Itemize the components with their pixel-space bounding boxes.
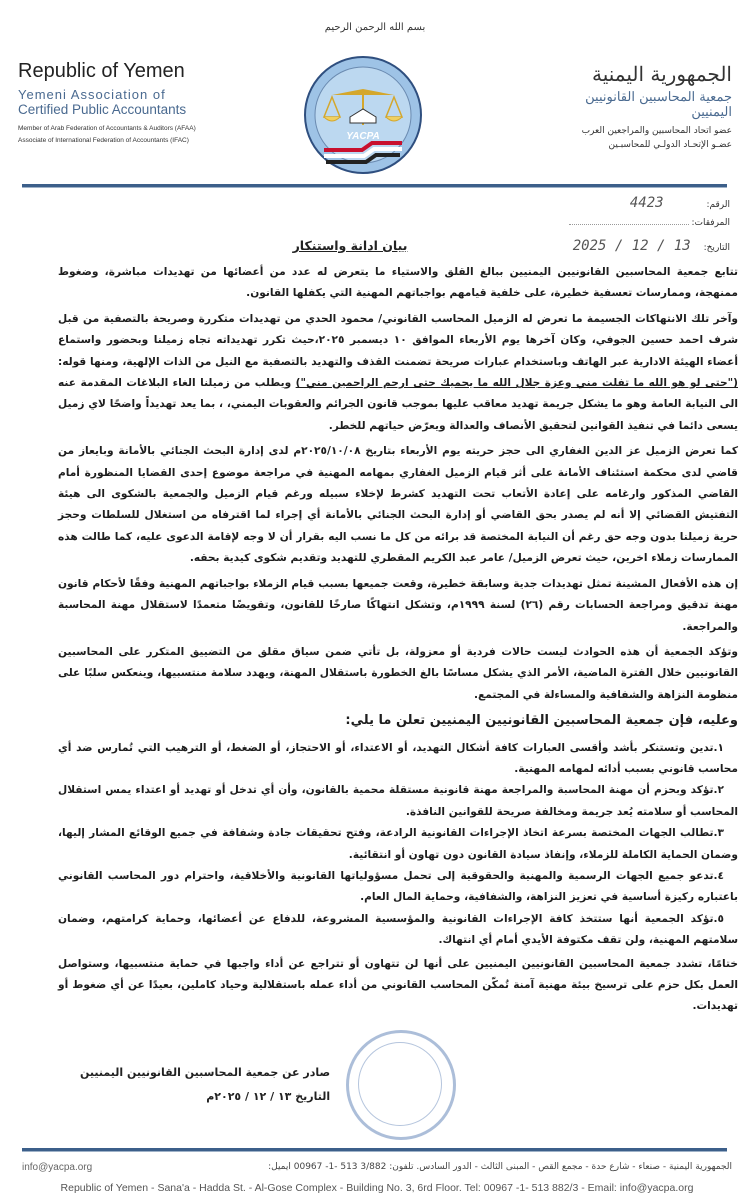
en-country: Republic of Yemen <box>18 60 185 82</box>
footer-arabic <box>22 1162 732 1176</box>
official-stamp <box>346 1030 456 1140</box>
reference-number <box>630 195 730 211</box>
date-label: التاريخ: <box>703 243 730 253</box>
footer-ar-address: الجمهورية اليمنية - صنعاء - شارع حدة - مجمع القص - المبنى الثالث - الدور السادس. تلفون: 3/882 513 -1- 00967 ايميل: <box>268 1161 732 1172</box>
footer-divider <box>22 1148 727 1152</box>
paragraph-2-text-end: ويطلب من زميلنا الغاء البلاغات المقدمة عنه الى النيابة العامة وهو ما يشكل جريمة تهديد معاقب عليها بموجب قانون الجرائم والعقوبات اليمني، ، بما يعد تهديداً واضحًا لاي زميل يسعى دائما في تنفيذ القوانين لتحقيق الأنصاف والعدالة ويعرّض حياتهم للخطر. <box>58 377 738 432</box>
english-letterhead <box>18 60 258 147</box>
en-org-line2: Certified Public Accountants <box>18 102 187 117</box>
paragraph-1: تتابع جمعية المحاسبين القانونيين اليمنيين ببالغ القلق والاستياء ما يتعرض له عدد من أعضائها من تهديدات مباشرة، وضغوط ممنهجة، وممارسات تعسفية خطيرة، على خلفية قيامهم بواجباتهم المهنية التي يكفلها القانون. <box>58 266 738 300</box>
closing-paragraph: ختامًا، تشدد جمعية المحاسبين القانونيين اليمنيين على أنها لن تتهاون أو تتراجع عن أداء واجبها في حماية منتسبيها، وستواصل العمل بكل حزم على ترسيخ بيئة مهنية آمنة تُمكّن المحاسب القانوني من أداء عمله باستقلالية وحياد كاملين، بعيدًا عن أي ضغوط أو تهديدات. <box>58 957 738 1013</box>
footer-email-link[interactable]: info@yacpa.org <box>22 1161 93 1173</box>
attachments <box>569 218 730 228</box>
declaration-heading: وعليه، فإن جمعية المحاسبين القانونيين اليمنيين تعلن ما يلي: <box>345 713 738 729</box>
quoted-threat: ("حتى لو هو الله ما تفلت مني وعزة جلال الله ما يحميك حتى ارحم الراحمين مني") <box>295 377 738 390</box>
footer-english-address: Republic of Yemen - Sana'a - Hadda St. - Al-Gose Complex - Building No. 3, 6rd Floor. Tel: 00967 -1- 513 882/3 - Email: info@yacpa.org <box>60 1181 694 1194</box>
document-body <box>58 262 738 1018</box>
paragraph-3: كما تعرض الزميل عز الدين الغفاري الى حجز حريته يوم الأربعاء بتاريخ ٢٠٢٥/١٠/٠٨م لدى إدارة البحث الجنائي بالأمانة وبايعاز من قاضي لدى محكمة استئناف الأمانة على أثر قيام الزميل الغفاري بمهامه المهنية في مراجعة موضوع إحدى القضايا المنظورة أمام القاضي المذكور وارغامه على إعادة الأتعاب تحت التهديد كشرط لإخلاء سبيله ورغم قيام الزميل والجمعية بالشكوى الى هيئة التفتيش القضائي إلا أنه لم يصدر بحق القاضي أو إدارة البحث الجنائي بالأمانة أي إجراء لما اقترفاه من استغلال للسلطات وحجز حرية زميلنا بدون وجه حق رغم أن النيابة المختصة قد برائه من كل ما نسب اليه بقرار أن لا وجه لإقامة الدعوى عليه، كما طالت هذه الممارسات زملاء اخرين، حيث تعرض الزميل/ عامر عبد الكريم المقطري للتهديد وتقديم شكوى كيدية بحقه. <box>58 445 738 565</box>
bismillah: بسم الله الرحمن الرحيم <box>324 22 426 33</box>
issuer: صادر عن جمعية المحاسبين القانونيين اليمنيين <box>80 1065 331 1079</box>
attachments-label: المرفقات: <box>691 218 730 228</box>
yacpa-logo <box>302 55 424 175</box>
signature-row <box>80 1030 750 1140</box>
declaration-item: ١.تدين وتستنكر بأشد وأقسى العبارات كافة أشكال التهديد، أو الاعتداء، أو الاحتجاز، أو الضغط، أو الترهيب التي تُمارس ضد أي محاسب قانوني بسبب أدائه لمهامه المهنية. <box>58 741 738 775</box>
date-value: 2025 / 12 / 13 <box>572 238 691 254</box>
en-member2: Associate of International Federation of Accountants (IFAC) <box>18 137 189 144</box>
document-flow <box>0 262 750 1204</box>
number-value: 4423 <box>629 195 664 211</box>
declaration-item: ٢.تؤكد وبحزم أن مهنة المحاسبة والمراجعة مهنة قانونية مستقلة محمية بالقانون، وأن أي تدخل أو تهديد أو اعتداء يمس استقلال المحاسب أو سلامته يُعد جريمة ومخالفة صريحة للقوانين النافذة. <box>58 784 738 818</box>
official-stamp-inner <box>358 1042 442 1126</box>
arabic-letterhead <box>542 62 732 152</box>
ar-country: الجمهورية اليمنية <box>591 62 732 86</box>
paragraph-2 <box>58 309 738 437</box>
logo-text: YACPA <box>346 131 380 142</box>
signature-date: التاريخ ١٣ / ١٢ / ٢٠٢٥م <box>206 1089 331 1103</box>
number-label: الرقم: <box>706 200 730 210</box>
ar-member1: عضو اتحاد المحاسبين والمراجعين العرب <box>581 126 732 136</box>
declaration-item: ٥.تؤكد الجمعية أنها ستتخذ كافة الإجراءات القانونية والمؤسسية المشروعة، للدفاع عن أعضائها، وحماية كرامتهم، وضمان سلامتهم المهنية، ولن تقف مكتوفة الأيدي أمام أي انتهاك. <box>58 912 738 947</box>
document-title: بيان ادانة واستنكار <box>292 238 408 253</box>
declaration-item: ٤.تدعو جميع الجهات الرسمية والمهنية والحقوقية إلى تحمل مسؤولياتها القانونية والأخلاقية، واحترام دور المحاسب القانوني باعتباره ركيزة أساسية في تعزيز النزاهة، والشفافية، وحماية المال العام. <box>58 869 738 904</box>
signature-block <box>80 1061 330 1109</box>
paragraph-5: وتؤكد الجمعية أن هذه الحوادث ليست حالات فردية أو معزولة، بل تأتي ضمن سياق مقلق من التضييق المتكرر على المحاسبين القانونيين خلال الفترة الماضية، الأمر الذي يشكل مساسًا بالغ الخطورة باستقلال المهنة، ويهدد سلامة منتسبيها، وينعكس سلبًا على منظومة النزاهة والشفافية والمساءلة في المجتمع. <box>58 645 738 701</box>
en-member1: Member of Arab Federation of Accountants & Auditors (AFAA) <box>18 125 196 132</box>
declaration-item: ٣.تطالب الجهات المختصة بسرعة اتخاذ الإجراءات القانونية الرادعة، وفتح تحقيقات جادة وشفافة في جميع الوقائع المشار إليها، وضمان الحماية الكاملة للزملاء، وإنفاذ سيادة القانون دون تهاون أو انتقائية. <box>58 827 738 861</box>
en-org-line1: Yemeni Association of <box>18 87 166 102</box>
ar-member2: عضـو الإتحـاد الدولـي للمحاسبـين <box>608 140 732 150</box>
ar-org: جمعية المحاسبين القانونيين اليمنيين <box>585 90 732 120</box>
paragraph-4: إن هذه الأفعال المشينة تمثل تهديدات جدية وسابقة خطيرة، وقعت جميعها بسبب قيام الزملاء بواجباتهم المهنية وفقًا لأحكام قانون مهنة تدقيق ومراجعة الحسابات رقم (٢٦) لسنة ١٩٩٩م، وتشكل انتهاكًا صارخًا للقانون، وتقويضًا متعمدًا لاستقلال مهنة المحاسبة والمراجعة. <box>58 577 738 633</box>
paragraph-2-text: وآخر تلك الانتهاكات الجسيمة ما تعرض له الزميل المحاسب القانوني/ محمود الحدي من تهديدات متكررة وصريحة بالتصفية من قبل شرف احمد حسين الجوفي، وكان آخرها يوم الأربعاء الموافق ١٠ ديسمبر ٢٠٢٥،حيث تكرر تهديداته تجاه زميلنا وبحضور واستماع أعضاء الهيئة الادارية عبر الهاتف وباستخدام عبارات صريحة تضمنت القذف والتهديد بالتصفية مع النيل من الذات الإلهية، ومنها قوله: <box>58 312 738 368</box>
header-divider <box>22 184 727 188</box>
document-date <box>573 238 730 254</box>
